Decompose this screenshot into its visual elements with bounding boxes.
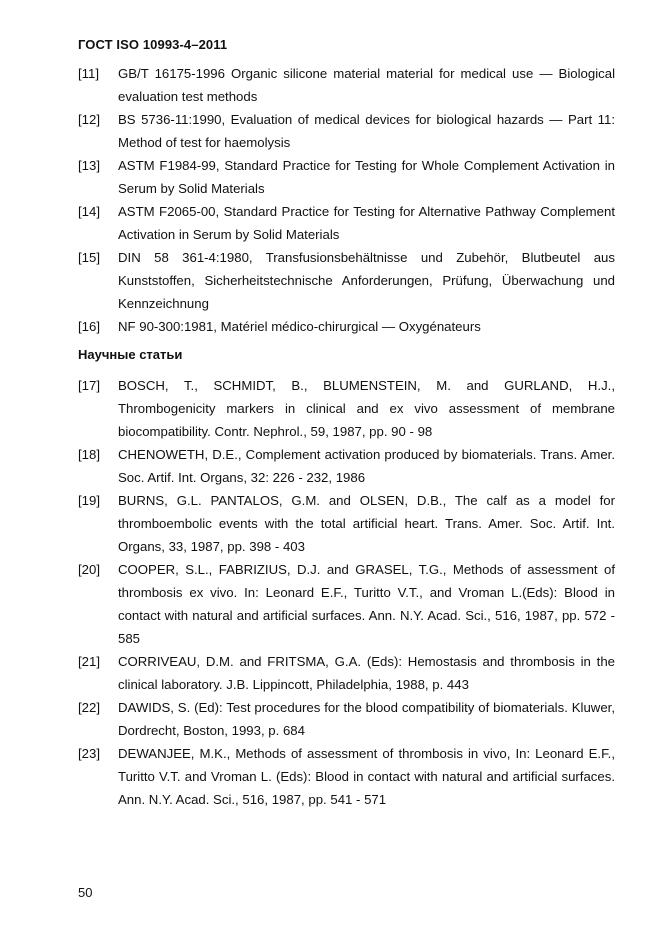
reference-number: [23] xyxy=(78,746,100,761)
reference-text: DIN 58 361-4:1980, Transfusionsbehältnisse und Zubehör, Blutbeutel aus Kunststoffen, Sicherheitstechnische Anforderungen, Prüfung, Überwachung und Kennzeichnung xyxy=(118,250,615,311)
reference-text: DAWIDS, S. (Ed): Test procedures for the blood compatibility of biomaterials. Kluwer, Dordrecht, Boston, 1993, p. 684 xyxy=(118,700,615,738)
reference-item xyxy=(78,696,615,742)
reference-number: [14] xyxy=(78,204,100,219)
reference-number: [17] xyxy=(78,378,100,393)
reference-number: [21] xyxy=(78,654,100,669)
reference-text: ASTM F2065-00, Standard Practice for Testing for Alternative Pathway Complement Activation in Serum by Solid Materials xyxy=(118,204,615,242)
reference-item xyxy=(78,443,615,489)
reference-number: [12] xyxy=(78,112,100,127)
reference-number: [18] xyxy=(78,447,100,462)
reference-number: [19] xyxy=(78,493,100,508)
reference-number: [13] xyxy=(78,158,100,173)
reference-list xyxy=(78,62,615,811)
reference-text: ASTM F1984-99, Standard Practice for Testing for Whole Complement Activation in Serum by Solid Materials xyxy=(118,158,615,196)
reference-item xyxy=(78,742,615,811)
reference-text: NF 90-300:1981, Matériel médico-chirurgical — Oxygénateurs xyxy=(118,319,481,334)
reference-number: [11] xyxy=(78,66,100,81)
reference-text: CORRIVEAU, D.M. and FRITSMA, G.A. (Eds): Hemostasis and thrombosis in the clinical laboratory. J.B. Lippincott, Philadelphia, 1988, p. 443 xyxy=(118,654,615,692)
reference-item xyxy=(78,62,615,108)
reference-item xyxy=(78,246,615,315)
reference-item xyxy=(78,558,615,650)
reference-text: BOSCH, T., SCHMIDT, B., BLUMENSTEIN, M. and GURLAND, H.J., Thrombogenicity markers in clinical and ex vivo assessment of membrane biocompatibility. Contr. Nephrol., 59, 1987, pp. 90 - 98 xyxy=(118,378,615,439)
reference-number: [16] xyxy=(78,319,100,334)
reference-number: [15] xyxy=(78,250,100,265)
reference-item xyxy=(78,489,615,558)
section-title: Научные статьи xyxy=(78,347,183,362)
reference-text: COOPER, S.L., FABRIZIUS, D.J. and GRASEL, T.G., Methods of assessment of thrombosis ex vivo. In: Leonard E.F., Turitto V.T., and Vroman L.(Eds): Blood in contact with natural and artificial surfaces. Ann. N.Y. Acad. Sci., 516, 1987, pp. 572 - 585 xyxy=(118,562,615,646)
reference-text: GB/T 16175-1996 Organic silicone material material for medical use — Biological evaluation test methods xyxy=(118,66,615,104)
document-header: ГОСТ ISO 10993-4–2011 xyxy=(78,37,228,52)
reference-item xyxy=(78,374,615,443)
reference-text: BURNS, G.L. PANTALOS, G.M. and OLSEN, D.B., The calf as a model for thromboembolic events with the total artificial heart. Trans. Amer. Soc. Artif. Int. Organs, 33, 1987, pp. 398 - 403 xyxy=(118,493,615,554)
reference-text: CHENOWETH, D.E., Complement activation produced by biomaterials. Trans. Amer. Soc. Artif. Int. Organs, 32: 226 - 232, 1986 xyxy=(118,447,615,485)
reference-item xyxy=(78,200,615,246)
reference-text: DEWANJEE, M.K., Methods of assessment of thrombosis in vivo, In: Leonard E.F., Turitto V.T. and Vroman L. (Eds): Blood in contact with natural and artificial surfaces. Ann. N.Y. Acad. Sci., 516, 1987, pp. 541 - 571 xyxy=(118,746,615,807)
reference-text: BS 5736-11:1990, Evaluation of medical devices for biological hazards — Part 11: Method of test for haemolysis xyxy=(118,112,615,150)
reference-item xyxy=(78,154,615,200)
reference-item xyxy=(78,108,615,154)
reference-item xyxy=(78,315,615,338)
reference-item xyxy=(78,650,615,696)
page-number: 50 xyxy=(78,885,93,900)
reference-number: [20] xyxy=(78,562,100,577)
reference-number: [22] xyxy=(78,700,100,715)
